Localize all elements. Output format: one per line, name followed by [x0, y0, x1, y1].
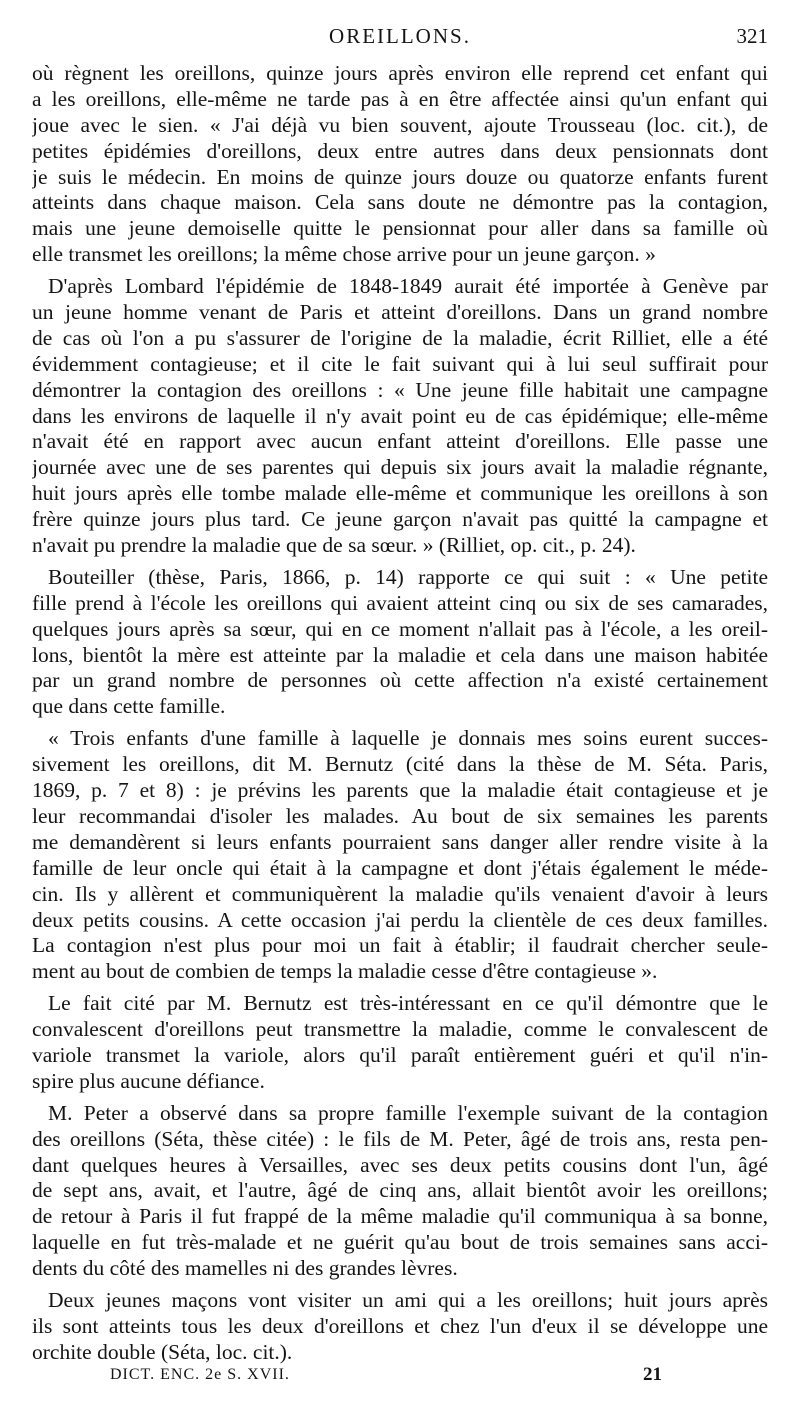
- text-line: Deux jeunes maçons vont visiter un ami qui a les oreillons; huit jours après: [48, 1287, 768, 1312]
- text-line: petites épidémies d'oreillons, deux entre autres dans deux pensionnats dont: [32, 138, 768, 163]
- text-line: journée avec une de ses parentes qui depuis six jours avait la maladie régnante,: [32, 455, 768, 480]
- text-line: sivement les oreillons, dit M. Bernutz (cité dans la thèse de M. Séta. Paris,: [32, 752, 768, 777]
- text-line: ment au bout de combien de temps la maladie cesse d'être contagieuse ».: [32, 959, 658, 984]
- text-line: huit jours après elle tombe malade elle-même et communique les oreillons à son: [32, 481, 768, 506]
- text-line: par un grand nombre de personnes où cette affection n'a existé certainement: [32, 668, 768, 693]
- text-line: ils sont atteints tous les deux d'oreillons et chez l'un d'eux il se développe une: [32, 1313, 768, 1338]
- text-line: cin. Ils y allèrent et communiquèrent la maladie qu'ils venaient d'avoir à leurs: [32, 881, 768, 906]
- text-line: M. Peter a observé dans sa propre famille l'exemple suivant de la contagion: [48, 1100, 768, 1125]
- text-line: frère quinze jours plus tard. Ce jeune garçon n'avait pas quitté la campagne et: [32, 507, 768, 532]
- text-line: des oreillons (Séta, thèse citée) : le fils de M. Peter, âgé de trois ans, resta pen-: [32, 1126, 768, 1151]
- text-line: mais une jeune demoiselle quitte le pensionnat pour aller dans sa famille où: [32, 216, 768, 241]
- text-line: Bouteiller (thèse, Paris, 1866, p. 14) rapporte ce qui suit : « Une petite: [48, 564, 768, 589]
- paragraph: [32, 565, 768, 720]
- text-line: convalescent d'oreillons peut transmettre la maladie, comme le convalescent de: [32, 1017, 768, 1042]
- text-line: fille prend à l'école les oreillons qui avaient atteint cinq ou six de ses camarades,: [32, 590, 768, 615]
- text-line: spire plus aucune défiance.: [32, 1068, 265, 1093]
- paragraph: [32, 1288, 768, 1366]
- page-footer: [110, 1366, 670, 1394]
- text-line: leur recommandai d'isoler les malades. Au bout de six semaines les parents: [32, 803, 768, 828]
- text-line: n'avait été en rapport avec aucun enfant atteint d'oreillons. Elle passe une: [32, 429, 768, 454]
- paragraph: [32, 1101, 768, 1282]
- text-line: La contagion n'est plus pour moi un fait à établir; il faudrait chercher seule-: [32, 933, 768, 958]
- running-head: [32, 24, 768, 58]
- text-line: elle transmet les oreillons; la même chose arrive pour un jeune garçon. »: [32, 242, 656, 267]
- paragraph: [32, 61, 768, 268]
- text-line: quelques jours après sa sœur, qui en ce moment n'allait pas à l'école, a les oreil-: [32, 616, 768, 641]
- paragraph: [32, 726, 768, 985]
- text-line: de sept ans, avait, et l'autre, âgé de cinq ans, allait bientôt avoir les oreillons;: [32, 1178, 768, 1203]
- text-line: que dans cette famille.: [32, 694, 226, 719]
- volume-reference: DICT. ENC. 2e S. XVII.: [110, 1366, 290, 1383]
- text-line: démontrer la contagion des oreillons : « Une jeune fille habitait une campagne: [32, 377, 768, 402]
- signature-mark: 21: [643, 1364, 662, 1385]
- text-line: un jeune homme venant de Paris et atteint d'oreillons. Dans un grand nombre: [32, 300, 768, 325]
- running-title: OREILLONS.: [329, 24, 471, 48]
- text-line: de cas où l'on a pu s'assurer de l'origine de la maladie, écrit Rilliet, elle a été: [32, 325, 768, 350]
- text-line: deux petits cousins. A cette occasion j'ai perdu la clientèle de ces deux familles.: [32, 907, 768, 932]
- text-line: famille de leur oncle qui était à la campagne et dont j'étais également le méde-: [32, 855, 768, 880]
- text-line: dans les environs de laquelle il n'y avait point eu de cas épidémique; elle-même: [32, 403, 768, 428]
- page-number: 321: [736, 24, 768, 48]
- text-line: a les oreillons, elle-même ne tarde pas à en être affectée ainsi qu'un enfant qui: [32, 86, 768, 111]
- text-line: « Trois enfants d'une famille à laquelle je donnais mes soins eurent succes-: [48, 726, 768, 751]
- text-line: où règnent les oreillons, quinze jours après environ elle reprend cet enfant qui: [32, 61, 768, 85]
- paragraph: [32, 991, 768, 1095]
- text-line: dents du côté des mamelles ni des grandes lèvres.: [32, 1256, 458, 1281]
- text-line: laquelle en fut très-malade et ne guérit qu'au bout de trois semaines sans acci-: [32, 1230, 768, 1255]
- text-line: Le fait cité par M. Bernutz est très-intéressant en ce qu'il démontre que le: [48, 991, 768, 1016]
- text-line: n'avait pu prendre la maladie que de sa sœur. » (Rilliet, op. cit., p. 24).: [32, 533, 636, 558]
- text-line: 1869, p. 7 et 8) : je prévins les parents que la maladie était contagieuse et je: [32, 778, 768, 803]
- text-line: de retour à Paris il fut frappé de la même maladie qu'il communiqua à sa bonne,: [32, 1204, 768, 1229]
- body-text: [32, 61, 768, 1372]
- text-line: dant quelques heures à Versailles, avec ses deux petits cousins dont l'un, âgé: [32, 1152, 768, 1177]
- paragraph: [32, 274, 768, 559]
- text-line: orchite double (Séta, loc. cit.).: [32, 1339, 293, 1364]
- text-line: je suis le médecin. En moins de quinze jours douze ou quatorze enfants furent: [32, 164, 768, 189]
- text-line: me demandèrent si leurs enfants pourraient sans danger aller rendre visite à la: [32, 829, 768, 854]
- text-line: atteints dans chaque maison. Cela sans doute ne démontre pas la contagion,: [32, 190, 768, 215]
- text-line: joue avec le sien. « J'ai déjà vu bien souvent, ajoute Trousseau (loc. cit.), de: [32, 112, 768, 137]
- text-line: lons, bientôt la mère est atteinte par la maladie et cela dans une maison habitée: [32, 642, 768, 667]
- text-line: variole transmet la variole, alors qu'il paraît entièrement guéri et qu'il n'in-: [32, 1042, 768, 1067]
- text-line: D'après Lombard l'épidémie de 1848-1849 aurait été importée à Genève par: [48, 274, 768, 299]
- text-line: évidemment contagieuse; et il cite le fait suivant qui à lui seul suffirait pour: [32, 351, 768, 376]
